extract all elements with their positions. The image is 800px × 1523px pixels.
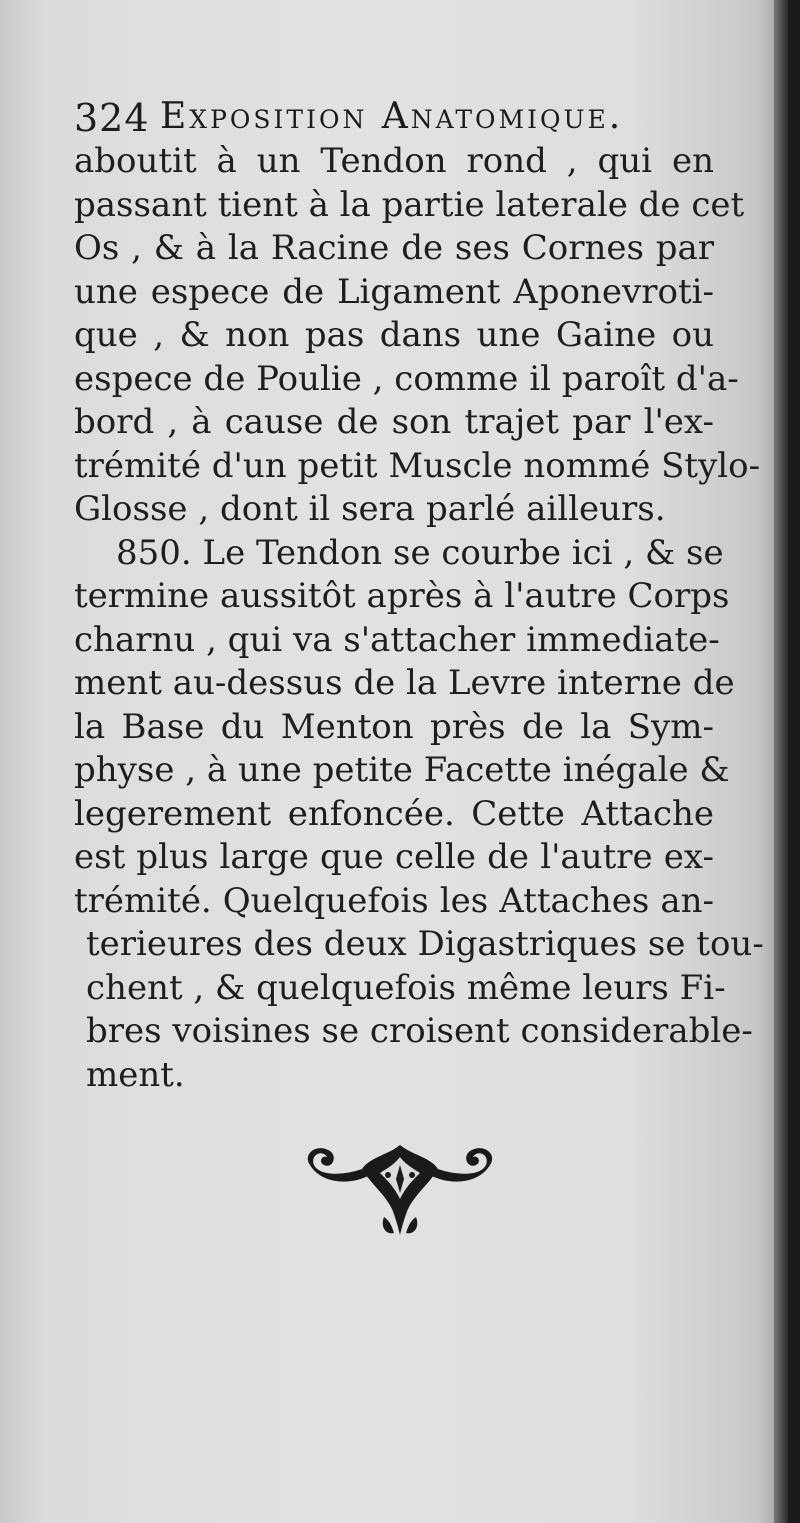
text-line: Os , & à la Racine de ses Cornes par (74, 228, 714, 268)
text-line: bord , à cause de son trajet par l'ex- (74, 402, 714, 442)
page-edge-shadow (774, 0, 788, 1523)
text-line: trémité. Quelquefois les Attaches an- (74, 880, 714, 921)
text-line: charnu , qui va s'attacher immediate- (74, 619, 720, 660)
text-line: termine aussitôt après à l'autre Corps (74, 576, 730, 616)
text-line: une espece de Ligament Aponevroti- (74, 271, 714, 312)
text-line: est plus large que celle de l'autre ex- (74, 837, 714, 877)
text-line: trémité d'un petit Muscle nommé Stylo- (74, 445, 761, 486)
body-text (74, 140, 764, 1097)
running-title: Exposition Anatomique. (160, 96, 624, 137)
text-line: passant tient à la partie laterale de cet (74, 184, 745, 225)
page-number: 324 (74, 96, 150, 140)
fleuron-ornament-icon (300, 1135, 500, 1245)
text-line: que , & non pas dans une Gaine ou (74, 315, 714, 355)
text-line: legerement enfoncée. Cette Attache (74, 793, 714, 834)
text-line: ment au-dessus de la Levre interne de (74, 663, 735, 703)
text-line: Glosse , dont il sera parlé ailleurs. (74, 489, 666, 529)
text-line: aboutit à un Tendon rond , qui en (74, 141, 714, 181)
text-line: terieures des deux Digastriques se tou- (86, 924, 764, 964)
text-line: physe , à une petite Facette inégale & (74, 750, 730, 790)
page-header (74, 96, 724, 146)
text-line: la Base du Menton près de la Sym- (74, 706, 714, 747)
paragraph-start-line: 850. Le Tendon se courbe ici , & se (116, 532, 724, 573)
text-line: bres voisines se croisent considerable- (86, 1011, 753, 1051)
text-line: ment. (86, 1054, 185, 1095)
text-line: chent , & quelquefois même leurs Fi- (86, 967, 726, 1008)
text-line: espece de Poulie , comme il paroît d'a- (74, 358, 739, 399)
